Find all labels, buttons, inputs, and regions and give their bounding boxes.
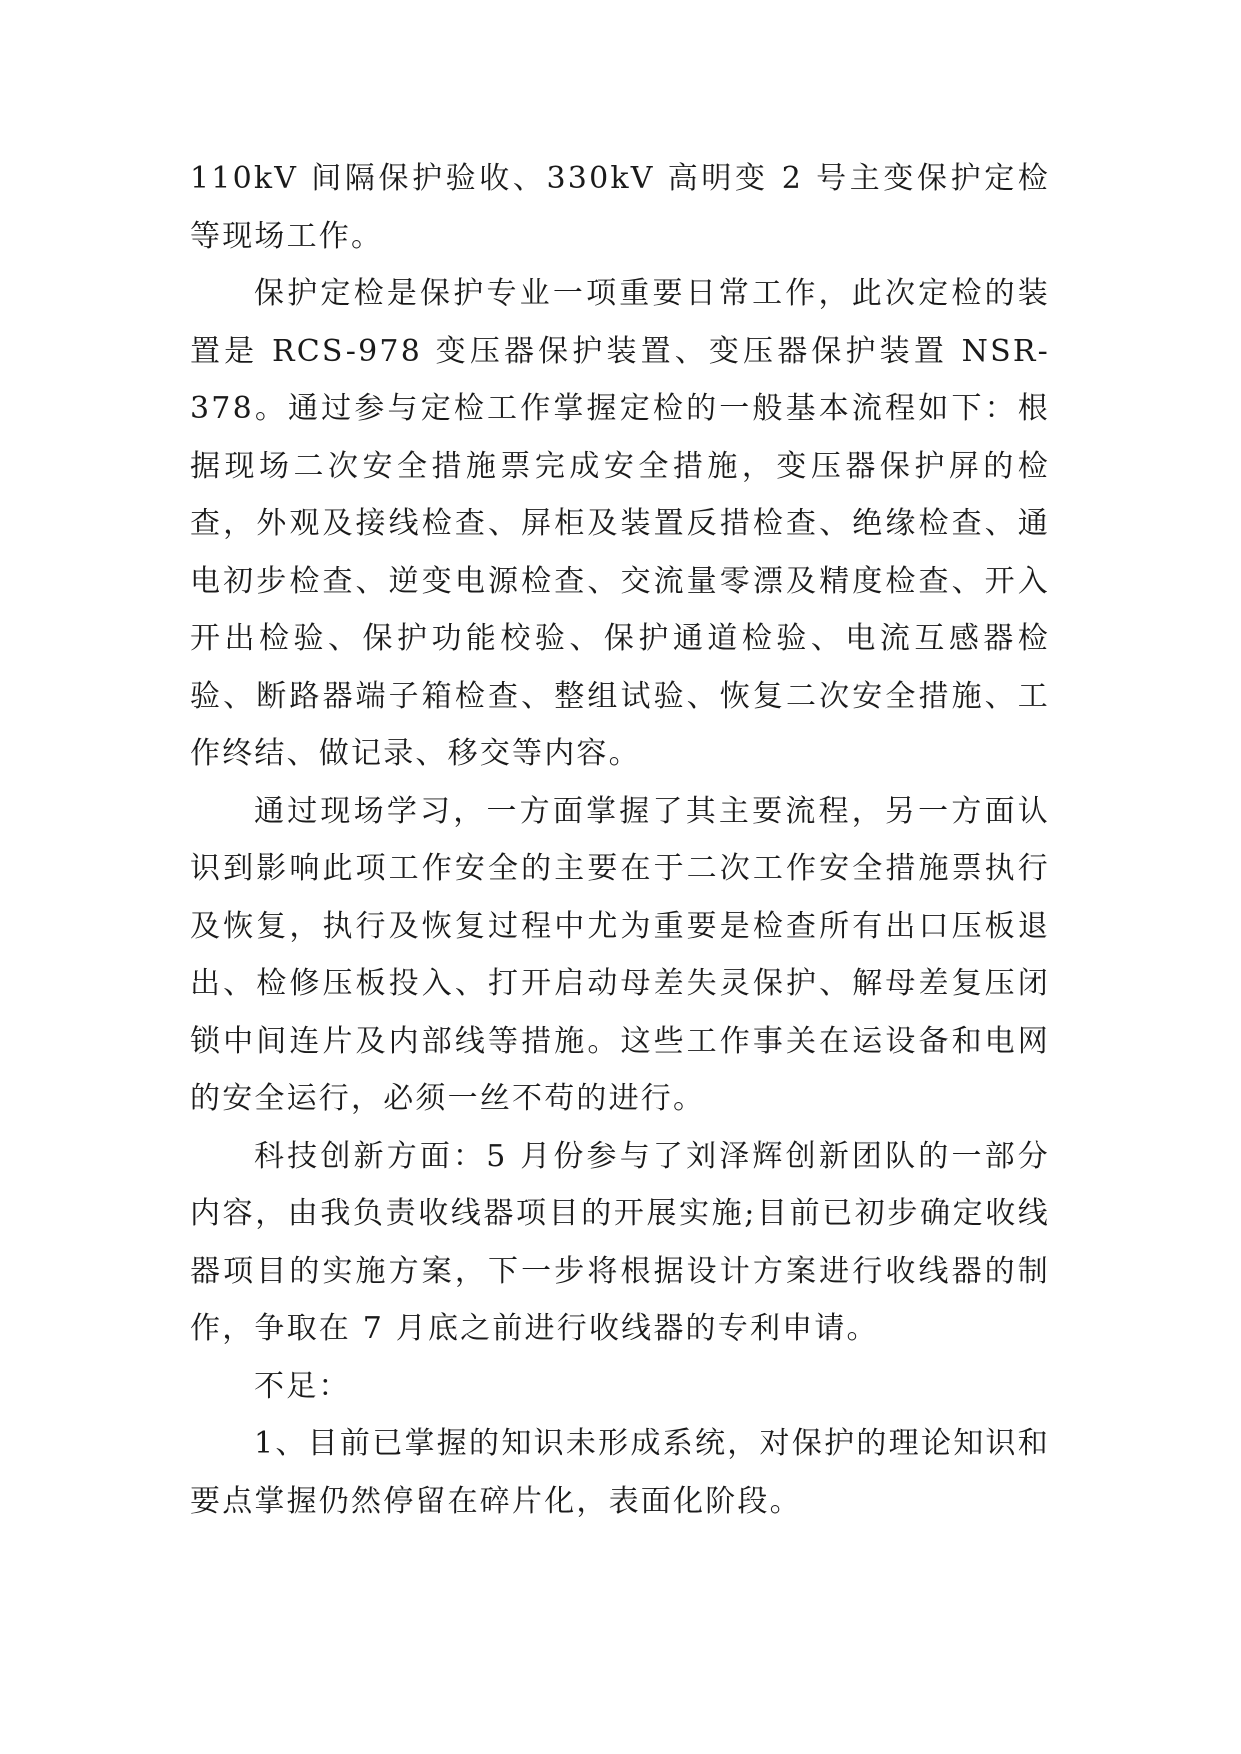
paragraph-innovation: 科技创新方面：5 月份参与了刘泽辉创新团队的一部分内容，由我负责收线器项目的开展实施;目前已初步确定收线器项目的实施方案，下一步将根据设计方案进行收线器的制作，争取在 7 月底之前进行收线器的专利申请。 xyxy=(190,1138,1050,1346)
paragraph-shortcoming-item-1: 1、目前已掌握的知识未形成系统，对保护的理论知识和要点掌握仍然停留在碎片化，表面化阶段。 xyxy=(190,1426,1050,1519)
paragraph-continued: 110kV 间隔保护验收、330kV 高明变 2 号主变保护定检等现场工作。 xyxy=(190,161,1050,254)
paragraph-safety-measures: 通过现场学习，一方面掌握了其主要流程，另一方面认识到影响此项工作安全的主要在于二次工作安全措施票执行及恢复，执行及恢复过程中尤为重要是检查所有出口压板退出、检修压板投入、打开启动母差失灵保护、解母差复压闭锁中间连片及内部线等措施。这些工作事关在运设备和电网的安全运行，必须一丝不苟的进行。 xyxy=(190,793,1050,1116)
paragraph-inspection-process: 保护定检是保护专业一项重要日常工作，此次定检的装置是 RCS-978 变压器保护装置、变压器保护装置 NSR-378。通过参与定检工作掌握定检的一般基本流程如下：根据现场二次安全措施票完成安全措施，变压器保护屏的检查，外观及接线检查、屏柜及装置反措检查、绝缘检查、通电初步检查、逆变电源检查、交流量零漂及精度检查、开入开出检验、保护功能校验、保护通道检验、电流互感器检验、断路器端子箱检查、整组试验、恢复二次安全措施、工作终结、做记录、移交等内容。 xyxy=(190,276,1050,771)
paragraph-shortcomings-heading: 不足： xyxy=(254,1368,351,1404)
document-page xyxy=(190,150,1050,1530)
